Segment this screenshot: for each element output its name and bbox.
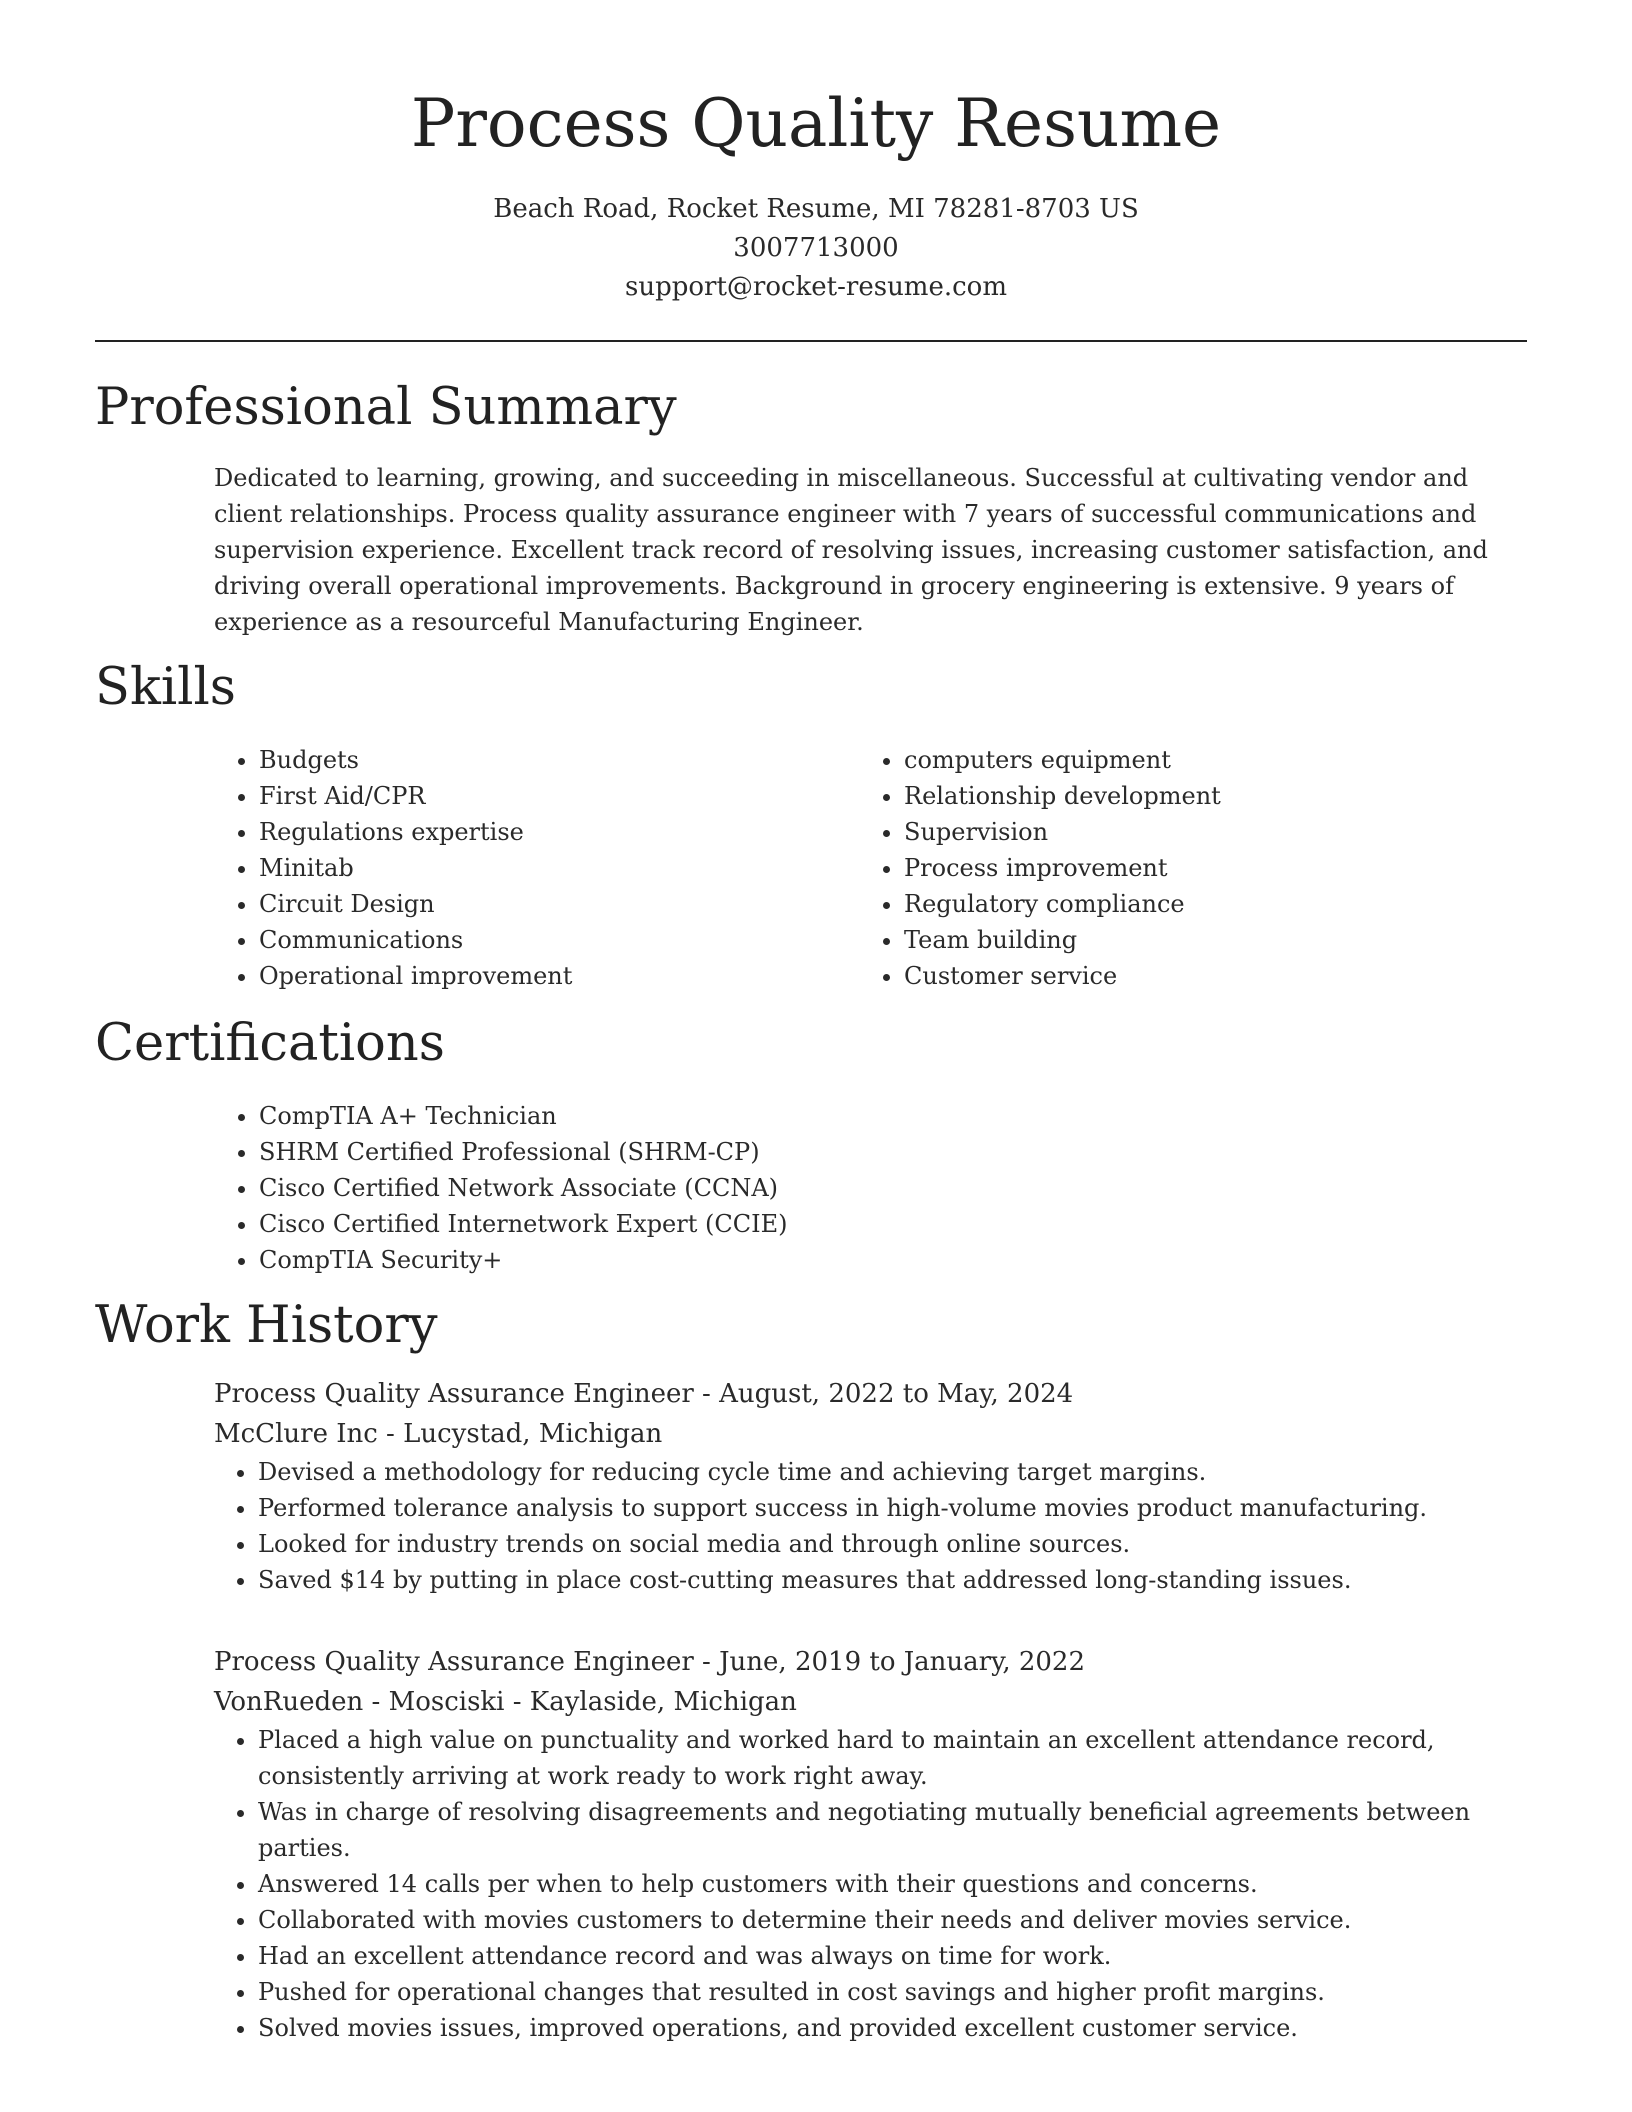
- certification-item: • Cisco Certified Internetwork Expert (CCIE): [259, 1206, 1115, 1242]
- skills-heading: Skills: [95, 658, 236, 717]
- job-bullet: • Looked for industry trends on social media and through online sources.: [258, 1526, 1544, 1562]
- job-bullet: • Saved $14 by putting in place cost-cutting measures that addressed long-standing issues.: [258, 1562, 1544, 1598]
- job-company-line: VonRueden - Mosciski - Kaylaside, Michigan: [214, 1687, 797, 1717]
- skills-column-left: [215, 742, 835, 994]
- job-bullet: • Was in charge of resolving disagreements and negotiating mutually beneficial agreements between parties.: [258, 1794, 1498, 1866]
- job-title-line: Process Quality Assurance Engineer - June, 2019 to January, 2022: [214, 1647, 1086, 1677]
- skill-item: • Process improvement: [904, 850, 1500, 886]
- skill-item: • First Aid/CPR: [259, 778, 835, 814]
- job-bullet: • Had an excellent attendance record and was always on time for work.: [258, 1938, 1498, 1974]
- summary-heading: Professional Summary: [95, 378, 677, 437]
- phone: 3007713000: [733, 233, 899, 263]
- skill-item: • Communications: [259, 922, 835, 958]
- summary-text: Dedicated to learning, growing, and succeeding in miscellaneous. Successful at cultivating vendor and client relationships. Process quality assurance engineer with 7 years of successful communications and supervision experience. Excellent track record of resolving issues, increasing customer satisfaction, and driving overall operational improvements. Background in grocery engineering is extensive. 9 years of experience as a resourceful Manufacturing Engineer.: [214, 464, 1488, 636]
- email: support@rocket-resume.com: [624, 272, 1007, 302]
- resume-title: Process Quality Resume: [410, 85, 1222, 162]
- job-title-line: Process Quality Assurance Engineer - August, 2022 to May, 2024: [214, 1379, 1074, 1409]
- skills-column-right: [860, 742, 1500, 994]
- skill-item: • Operational improvement: [259, 958, 835, 994]
- skill-item: • Supervision: [904, 814, 1500, 850]
- header-divider: [95, 340, 1527, 342]
- job-bullets: [214, 1454, 1544, 1598]
- skill-item: • Regulations expertise: [259, 814, 835, 850]
- job-bullet: • Collaborated with movies customers to determine their needs and deliver movies service.: [258, 1902, 1498, 1938]
- job-bullet: • Pushed for operational changes that resulted in cost savings and higher profit margins.: [258, 1974, 1498, 2010]
- job-bullet: • Placed a high value on punctuality and worked hard to maintain an excellent attendance record, consistently arriving at work ready to work right away.: [258, 1722, 1498, 1794]
- certifications-list: [215, 1098, 1115, 1278]
- job-bullet: • Solved movies issues, improved operations, and provided excellent customer service.: [258, 2010, 1498, 2046]
- certification-item: • CompTIA Security+: [259, 1242, 1115, 1278]
- certifications-block: [215, 1098, 1115, 1278]
- contact-block: [0, 190, 1632, 307]
- skill-item: • Relationship development: [904, 778, 1500, 814]
- work-history-heading: Work History: [95, 1296, 438, 1355]
- address: Beach Road, Rocket Resume, MI 78281-8703 US: [493, 194, 1139, 224]
- skill-item: • Minitab: [259, 850, 835, 886]
- certification-item: • CompTIA A+ Technician: [259, 1098, 1115, 1134]
- skills-list-left: [215, 742, 835, 994]
- skill-item: • Circuit Design: [259, 886, 835, 922]
- certification-item: • Cisco Certified Network Associate (CCNA): [259, 1170, 1115, 1206]
- job-bullets: [214, 1722, 1498, 2046]
- skills-list-right: [860, 742, 1500, 994]
- certifications-heading: Certifications: [95, 1014, 445, 1073]
- skill-item: • Team building: [904, 922, 1500, 958]
- skill-item: • Customer service: [904, 958, 1500, 994]
- certification-item: • SHRM Certified Professional (SHRM-CP): [259, 1134, 1115, 1170]
- skill-item: • computers equipment: [904, 742, 1500, 778]
- skill-item: • Budgets: [259, 742, 835, 778]
- job-bullet: • Answered 14 calls per when to help customers with their questions and concerns.: [258, 1866, 1498, 1902]
- job-entry: [214, 1642, 1544, 2046]
- job-bullet: • Performed tolerance analysis to support success in high-volume movies product manufacturing.: [258, 1490, 1544, 1526]
- job-bullet: • Devised a methodology for reducing cycle time and achieving target margins.: [258, 1454, 1544, 1490]
- skill-item: • Regulatory compliance: [904, 886, 1500, 922]
- job-entry: [214, 1374, 1544, 1598]
- job-company-line: McClure Inc - Lucystad, Michigan: [214, 1419, 663, 1449]
